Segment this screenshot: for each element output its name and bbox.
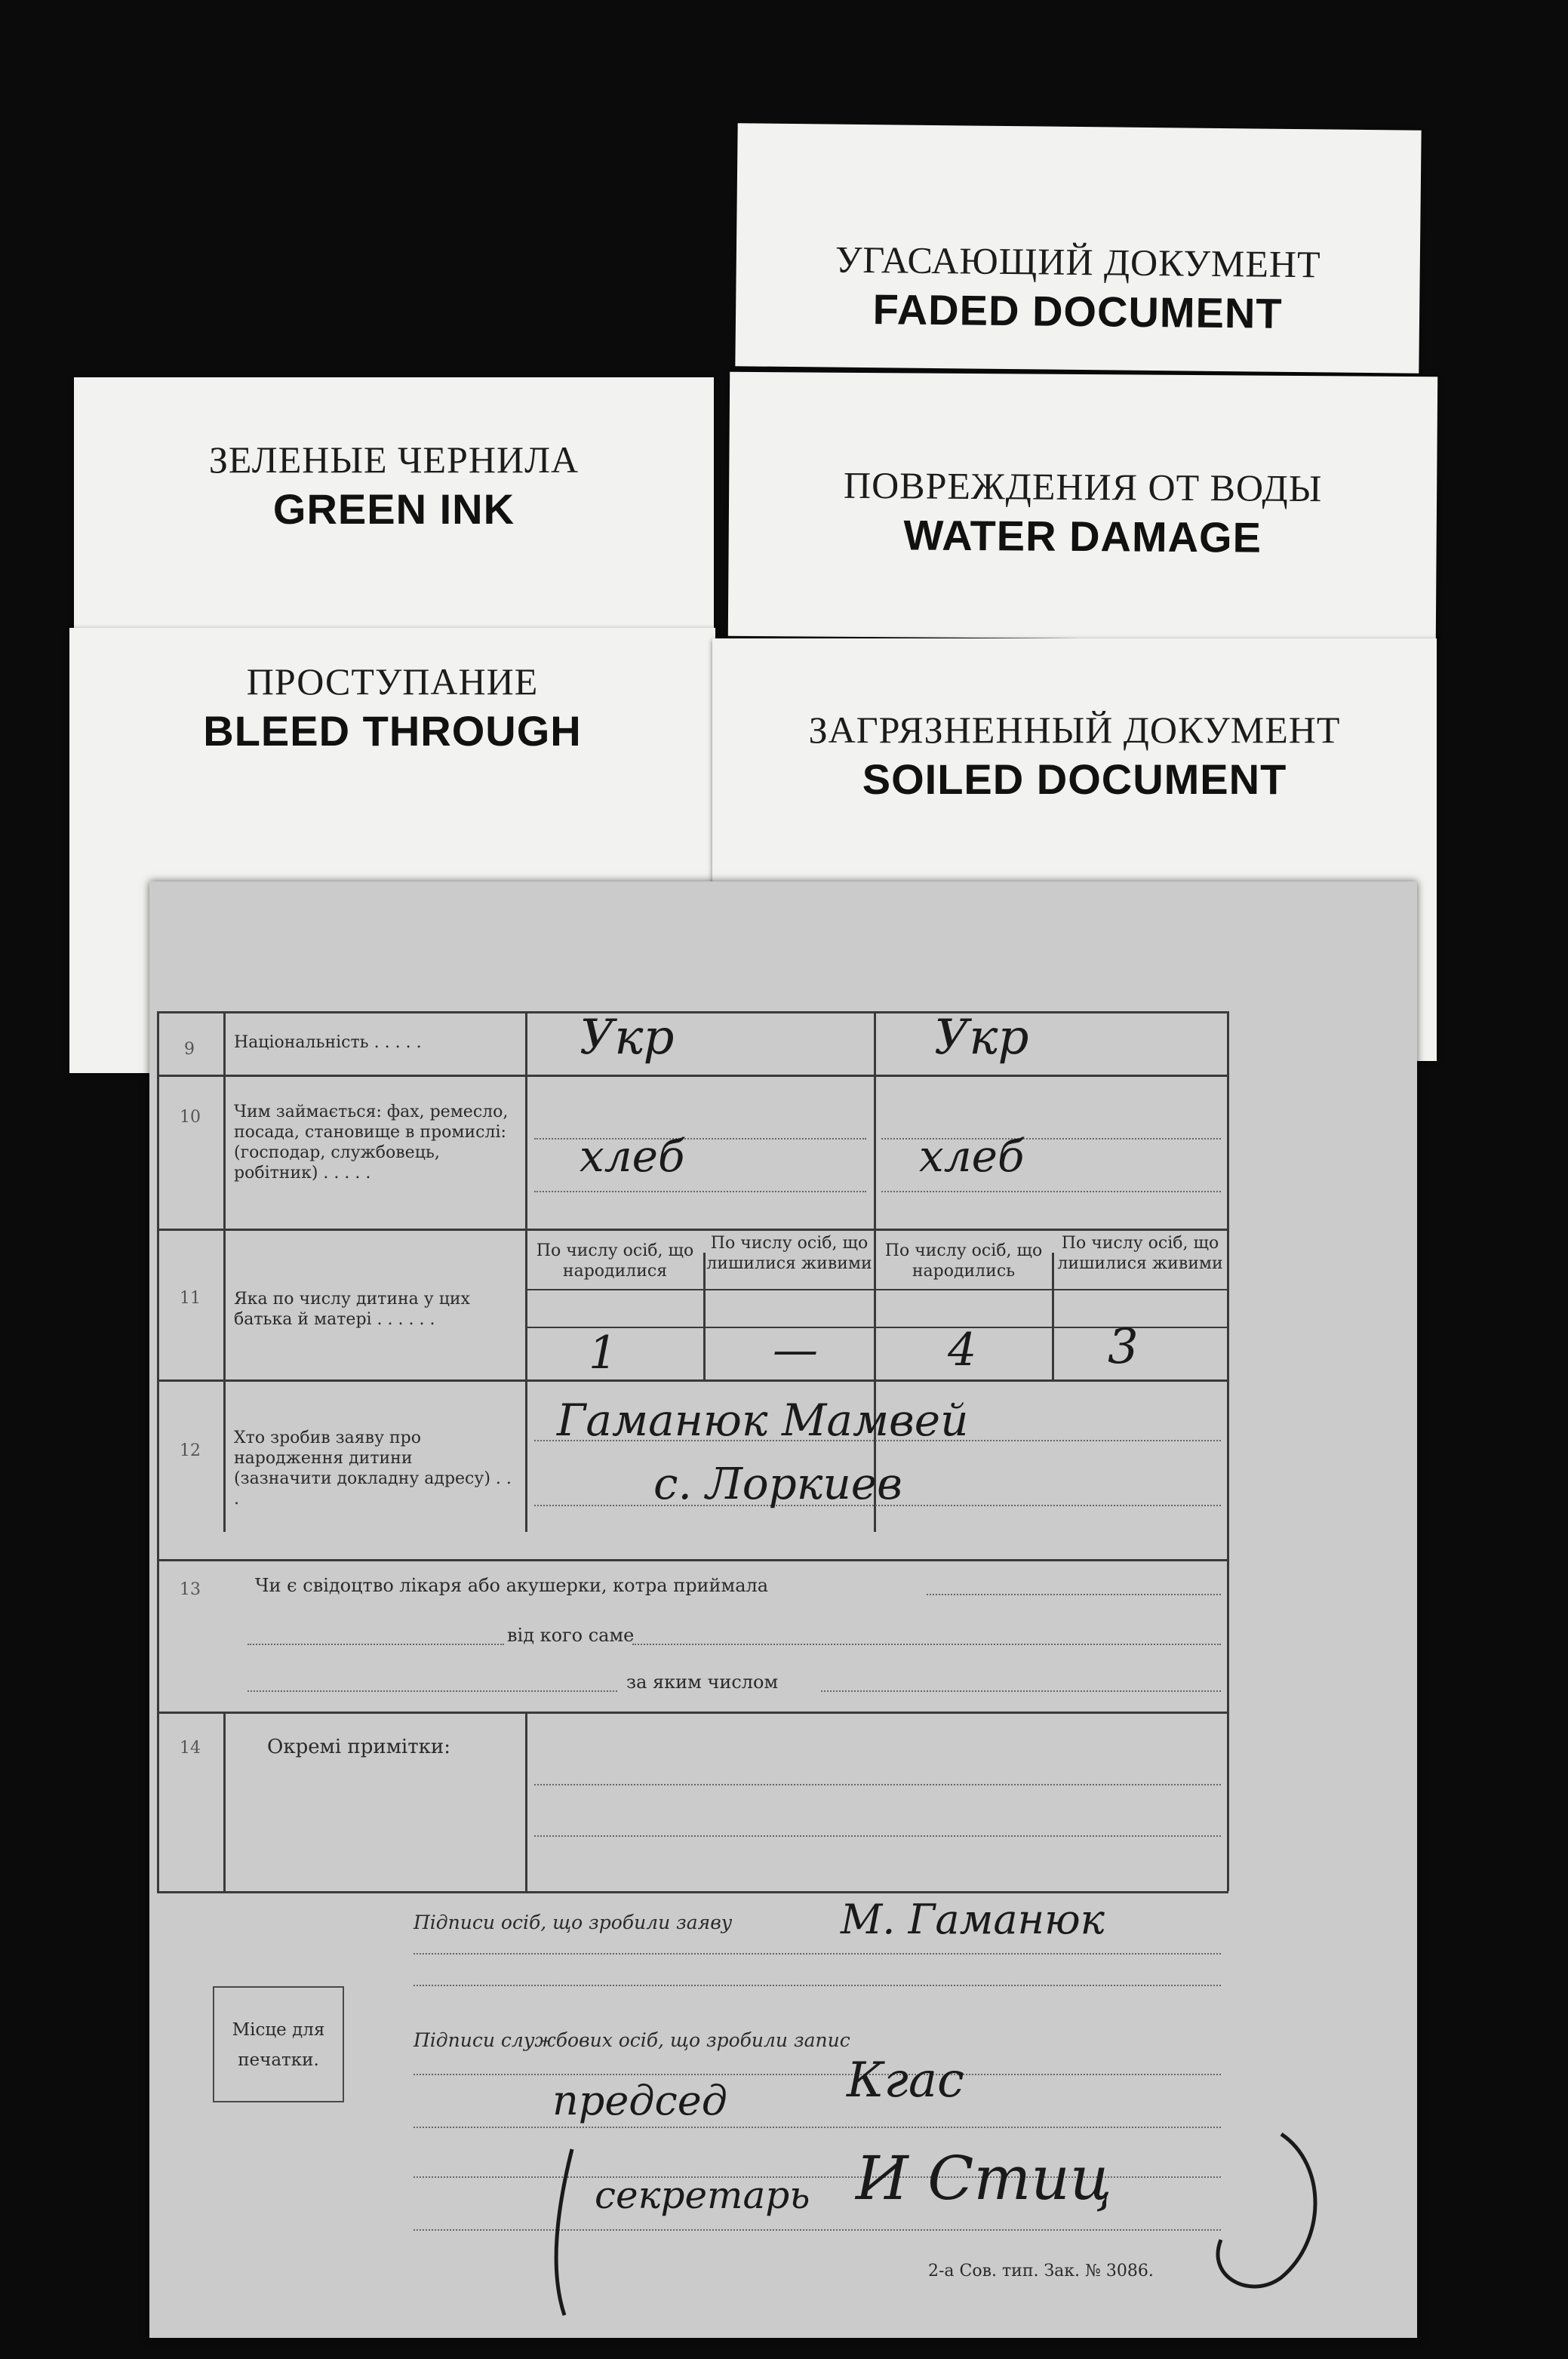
card-en-label: SOILED DOCUMENT (862, 755, 1287, 803)
stamp-place-box (213, 1986, 344, 2102)
printer-imprint: 2-а Сов. тип. Зак. № 3086. (928, 2262, 1154, 2281)
secretary-role: секретарь (595, 2173, 810, 2217)
births-mother-value: 4 (948, 1324, 977, 1376)
nationality-label: Національність . . . . . (234, 1033, 422, 1052)
applicants-signatures-label: Підписи осіб, що зробили заяву (414, 1911, 733, 1933)
card-ru-label: ПРОСТУПАНИЕ (246, 660, 539, 703)
stamp-place-label: Місце для печатки. (232, 2020, 325, 2070)
occupation-label: Чим займається: фах, ремесло, посада, становище в промислі: (господар, службовець, робітник) . . . . . (234, 1103, 509, 1183)
card-en-label: GREEN INK (272, 485, 515, 533)
card-faded-document (735, 123, 1421, 373)
card-ru-label: ПОВРЕЖДЕНИЯ ОТ ВОДЫ (843, 463, 1323, 510)
card-en-label: BLEED THROUGH (203, 707, 582, 755)
births-father-header: По числу осіб, що народилися (536, 1241, 694, 1281)
from-whom-label: від кого саме (507, 1625, 635, 1646)
birth-record-form (149, 881, 1417, 2338)
alive-mother-value: 3 (1108, 1319, 1139, 1375)
nationality-mother-value: Укр (934, 1010, 1029, 1066)
declarant-name-value: Гаманюк Мамвей (557, 1395, 969, 1446)
remarks-label: Окремі примітки: (267, 1736, 450, 1758)
card-en-label: WATER DAMAGE (903, 511, 1262, 561)
card-water-damage (728, 372, 1437, 641)
declarant-label: Хто зробив заяву про народження дитини (зазначити докладну адресу) . . . (234, 1429, 512, 1509)
chairman-role: председ (552, 2077, 727, 2124)
declarant-address-value: с. Лоркиев (653, 1458, 902, 1509)
row-number: 13 (180, 1580, 201, 1599)
child-order-label: Яка по числу дитина у цих батька й матері . . . . . . (234, 1290, 470, 1329)
certificate-question-text: Чи є свідоцтво лікаря або акушерки, котра приймала (255, 1575, 769, 1596)
card-green-ink (74, 377, 714, 641)
officials-signatures-label: Підписи службових осіб, що зробили запис (414, 2029, 850, 2051)
signature-flourish (527, 2089, 1357, 2338)
chairman-signature: Кгас (847, 2053, 964, 2108)
row-number: 10 (180, 1108, 201, 1127)
occupation-mother-value: хлеб (919, 1130, 1025, 1182)
births-father-value: 1 (589, 1327, 618, 1379)
alive-father-header: По числу осіб, що лишилися живими (706, 1234, 872, 1273)
row-number: 14 (180, 1739, 201, 1758)
card-ru-label: ЗАГРЯЗНЕННЫЙ ДОКУМЕНТ (808, 709, 1341, 751)
secretary-signature: И Стиц (856, 2143, 1112, 2213)
card-ru-label: УГАСАЮЩИЙ ДОКУМЕНТ (835, 238, 1321, 286)
on-date-label: за яким числом (626, 1672, 779, 1693)
nationality-father-value: Укр (580, 1010, 675, 1066)
alive-father-value: — (773, 1324, 818, 1376)
row-number: 9 (184, 1040, 195, 1059)
births-mother-header: По числу осіб, що народились (884, 1241, 1043, 1281)
row-number: 11 (180, 1289, 201, 1308)
row-number: 12 (180, 1441, 201, 1460)
card-en-label: FADED DOCUMENT (872, 285, 1283, 337)
occupation-father-value: хлеб (580, 1130, 685, 1182)
applicant-signature: М. Гаманюк (841, 1896, 1105, 1943)
card-ru-label: ЗЕЛЕНЫЕ ЧЕРНИЛА (208, 438, 580, 481)
alive-mother-header: По числу осіб, що лишилися живими (1057, 1234, 1223, 1273)
